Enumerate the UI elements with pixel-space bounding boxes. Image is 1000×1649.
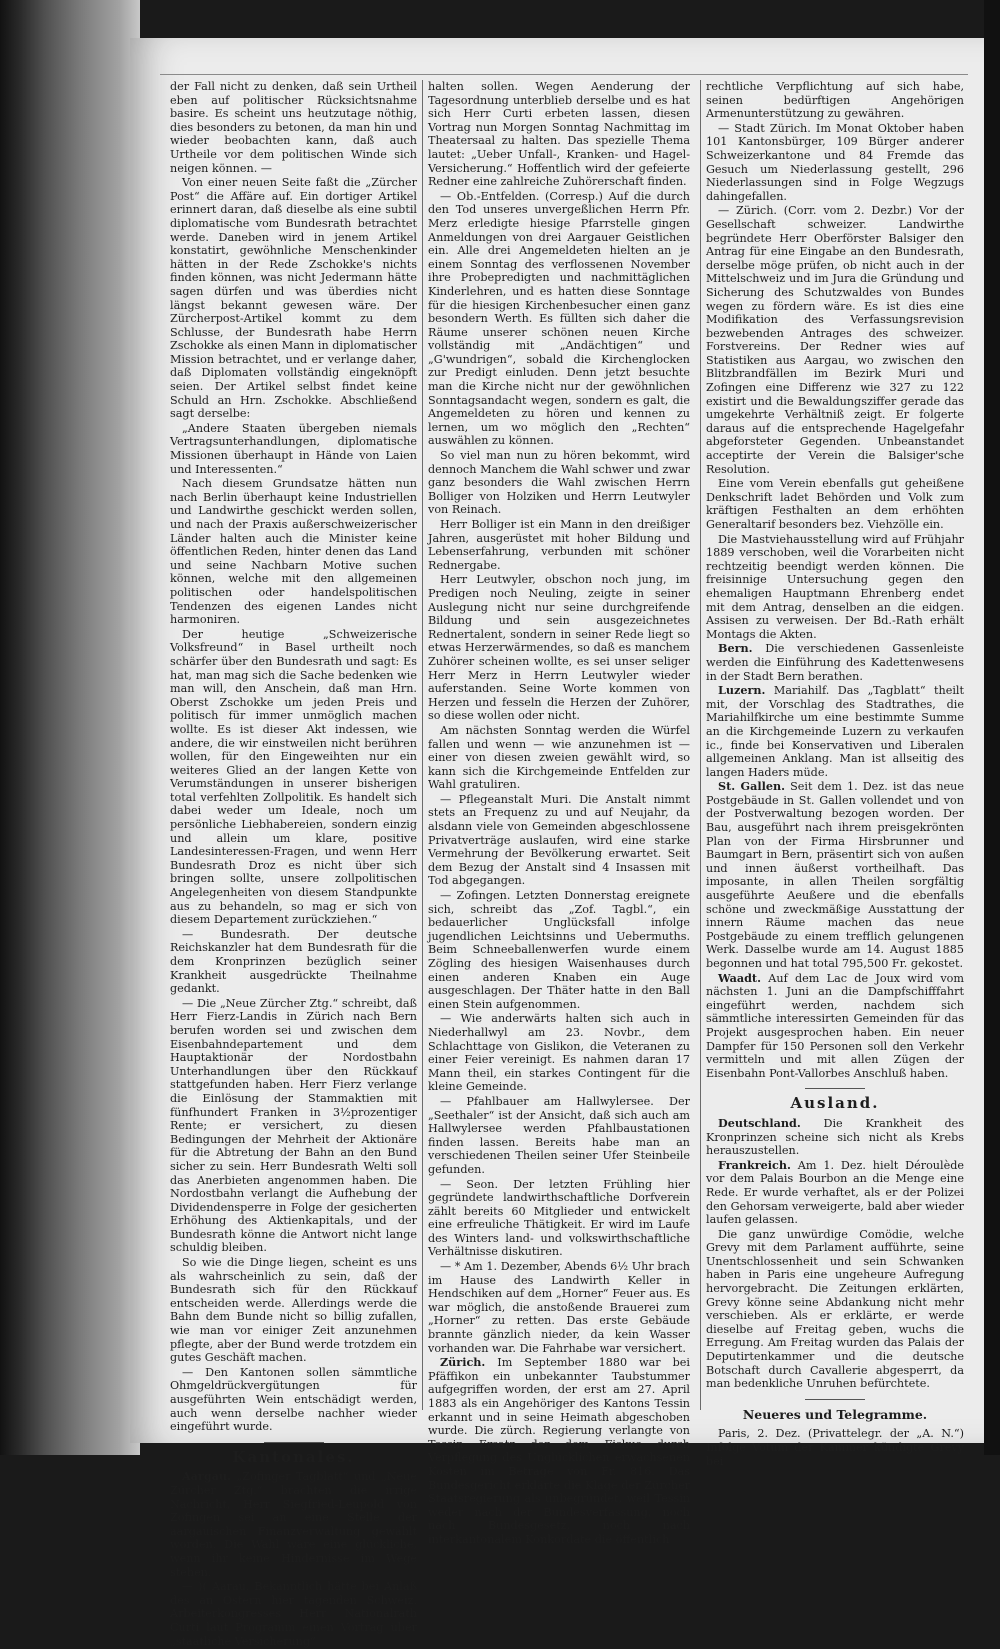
region-heading: Frankreich.	[718, 1157, 791, 1172]
section-heading-ausland: Ausland.	[790, 1094, 880, 1113]
paragraph: So viel man nun zu hören bekommt, wird dennoch Manchem die Wahl schwer und zwar ganz besonders die Wahl zwischen Herrn Bolliger von Holziken und Herrn Leutwyler von Reinach.	[428, 449, 690, 517]
paragraph: — * Am 1. Dezember, Abends 6½ Uhr brach im Hause des Landwirth Keller in Hendschiken auf dem „Horner“ Feuer aus. Es war möglich, die anstoßende Brauerei zum „Horner“ zu retten. Das erste Gebäude brannte gänzlich nieder, da kein Wasser vorhanden war. Die Fahrhabe war versichert.	[428, 1260, 690, 1355]
scan-border	[984, 0, 1000, 1455]
quote-paragraph: „Andere Staaten übergeben niemals Vertragsunterhandlungen, diplomatische Missionen überhaupt in Hände von Laien und Interessenten.“	[170, 421, 417, 476]
paragraph: — Pflegeanstalt Muri. Die Anstalt nimmt stets an Frequenz zu und auf Neujahr, da alsdann viele von Gemeinden abgeschlossene Privatverträge auslaufen, wird eine starke Vermehrung der Bevölkerung erwartet. Seit dem Bezug der Anstalt sind 4 Insassen mit Tod abgegangen.	[428, 792, 690, 888]
paragraph: — Seon. Der letzten Frühling hier gegründete landwirthschaftliche Dorfverein zählt bereits 60 Mitglieder und entwickelt eine erfreuliche Thätigkeit. Er wird im Laufe des Winters land- und volkswirthschaftliche Verhältnisse diskutiren.	[428, 1177, 690, 1259]
paragraph: halten sollen. Wegen Aenderung der Tagesordnung unterblieb derselbe und es hat sich Herr Curti erbeten lassen, diesen Vortrag nun Morgen Sonntag Nachmittag im Theatersaal zu halten. Das spezielle Thema lautet: „Ueber Unfall-, Kranken- und Hagel-Versicherung.“ Hoffentlich wird der gefeierte Redner eine zahlreiche Zuhörerschaft finden.	[428, 80, 690, 189]
paragraph: — Die „Neue Zürcher Ztg.“ schreibt, daß Herr Fierz-Landis in Zürich nach Bern berufen worden sei und zwischen dem Eisenbahndepartement und dem Hauptaktionär der Nordostbahn Unterhandlungen über den Rückkauf stattgefunden haben. Herr Fierz verlange die Einlösung der Stammaktien mit fünfhundert Franken in 3½prozentiger Rente; er versichert, zu diesen Bedingungen der Mehrheit der Aktionäre für die Abtretung der Bahn an den Bund sicher zu sein. Herr Bundesrath Welti soll das Anerbieten angenommen haben. Die Nordostbahn verlangt die Aufhebung der Dividendensperre in Folge der gesicherten Erhöhung des Aktienkapitals, und der Bundesrath könne die Antwort nicht lange schuldig bleiben.	[170, 996, 417, 1255]
paragraph: Am nächsten Sonntag werden die Würfel fallen und wenn — wie anzunehmen ist — einer von diesen zweien gewählt wird, so kann sich die Kirchgemeinde Entfelden zur Wahl gratuliren.	[428, 723, 690, 792]
paragraph: — Wie anderwärts halten sich auch in Niederhallwyl am 23. Novbr., dem Schlachttage von Gislikon, die Veteranen zu einer Feier vereinigt. Es nahmen daran 17 Mann theil, ein starkes Contingent für die kleine Gemeinde.	[428, 1012, 690, 1094]
paragraph: Auf dem Lac de Joux wird vom nächsten 1. Juni an die Dampfschifffahrt eingeführt werden, nachdem sich sämmtliche interessirten Gemeinden für das Projekt ausgesprochen haben. Ein neuer Dampfer für 150 Personen soll den Verkehr vermitteln und mit allen Zügen der Eisenbahn Pont-Vallorbes Anschluß haben.	[706, 971, 964, 1080]
region-heading: Luzern.	[718, 683, 766, 698]
paragraph: So wie die Dinge liegen, scheint es uns als wahrscheinlich zu sein, daß der Bundesrath sich für den Rückkauf entscheiden werde. Allerdings werde die Bahn dem Bunde nicht so billig zufallen, wie man vor einiger Zeit anzunehmen pflegte, aber der Bund werde trotzdem ein gutes Geschäft machen.	[170, 1256, 417, 1365]
region-heading: Aargau.	[182, 1469, 231, 1484]
column-divider-1	[422, 80, 423, 1410]
paragraph: Eine vom Verein ebenfalls gut geheißene Denkschrift ladet Behörden und Volk zum kräftigen Festhalten an dem erhöhten Generaltarif besonders bez. Viehzölle ein.	[706, 477, 964, 531]
paragraph: „Zofinger Tagblatt“ und „Neue Zürcher Ztg.“ brachten die irrige Nachricht, Herr Siegfried-Leupold von Zofingen sei an eine Stelle der aargauischen Finanzverwaltung gewählt worden. Die Wahl wäre eine glückliche, wenn ihr keine Hindernisse im Wege stehen.	[170, 1470, 417, 1579]
paragraph: Paris, 2. Dez. (Privattelegr. der „A. N.“) Infolge Votum der Kammer kündigte Grevy bei	[706, 1427, 964, 1468]
paragraph: Herr Leutwyler, obschon noch jung, im Predigen noch Neuling, zeigte in seiner Auslegung nicht nur seine durchgreifende Bildung und sein ausgezeichnetes Rednertalent, sondern in seiner Rede liegt so etwas Herzerwärmendes, so daß es manchem Zuhörer scheinen wollte, es sei unser seliger Herr Merz in Herrn Leutwyler wieder auferstanden. Seine Worte kommen von Herzen und fesseln die Herzen der Zuhörer, so diese wollen oder nicht.	[428, 573, 690, 723]
paragraph: Der heutige „Schweizerische Volksfreund“ in Basel urtheilt noch schärfer über den Bundesrath und sagt: Es hat, man mag sich die Sache bedenken wie man will, den Anschein, daß man Hrn. Oberst Zschokke um jeden Preis und politisch für immer unmöglich machen wollte. Es ist dieser Akt indessen, wie andere, die wir einstweilen nicht berühren wollen, für den Eingeweihten nur ein weiteres Glied an der langen Kette von Verumständungen in unserer bisherigen total verfehlten Zollpolitik. Es handelt sich dabei weder um Ideale, noch um persönliche Liebhabereien, sondern einzig und allein um klare, positive Landesinteressen-Fragen, und wenn Herr Bundesrath Droz es nicht über sich bringen sollte, unsere zollpolitischen Angelegenheiten von diesem Standpunkte aus zu behandeln, so mag er sich von diesem Departement zurückziehen.“	[170, 627, 417, 927]
paragraph: Mariahilf. Das „Tagblatt“ theilt mit, der Vorschlag des Stadtrathes, die Mariahilfkirche um eine bestimmte Summe an die Kirchgemeinde Luzern zu verkaufen ic., finde bei Konservativen und Liberalen allgemeinen Anklang. Man ist allseitig des langen Haders müde.	[706, 684, 964, 779]
paragraph: Die Krankheit des Kronprinzen scheine sich nicht als Krebs herauszustellen.	[706, 1116, 964, 1158]
paragraph: rechtliche Verpflichtung auf sich habe, seinen bedürftigen Angehörigen Armenunterstützung zu gewähren.	[706, 80, 964, 121]
column-3	[706, 80, 964, 1469]
paragraph: Nach diesem Grundsatze hätten nun nach Berlin überhaupt keine Industriellen und Landwirthe geschickt werden sollen, und nach der Praxis außerschweizerischer Länder halten auch die Minister keine öffentlichen Reden, hinter denen das Land und seine Nachbarn Motive suchen können, welche mit den allgemeinen politischen oder handelspolitischen Tendenzen des eigenen Landes nicht harmoniren.	[170, 477, 417, 627]
column-2	[428, 80, 690, 1548]
top-rule	[160, 74, 968, 75]
paragraph: der Fall nicht zu denken, daß sein Urtheil eben auf politischer Rücksichtsnahme basire. Es scheint uns heutzutage nöthig, dies besonders zu betonen, da man hin und wieder beobachten kann, daß auch Urtheile vor dem politischen Winde sich neigen können. —	[170, 80, 417, 175]
region-heading: Waadt.	[718, 970, 761, 985]
book-page-stack	[0, 0, 140, 1455]
column-1	[170, 80, 417, 1649]
paragraph: — Den Kantonen sollen sämmtliche Ohmgeldrückvergütungen für ausgeführten Wein entschädigt werden, auch wenn derselbe nachher wieder eingeführt wurde.	[170, 1365, 417, 1434]
paragraph: — Zofingen. Letzten Donnerstag ereignete sich, schreibt das „Zof. Tagbl.“, ein bedauerlicher Unglücksfall infolge jugendlichen Leichtsinns und Uebermuths. Beim Schneeballenwerfen wurde einem Zögling des hiesigen Waisenhauses durch einen anderen Knaben ein Auge ausgeschlagen. Der Thäter hatte in den Ball einen Stein aufgenommen.	[428, 889, 690, 1011]
region-heading: St. Gallen.	[718, 779, 785, 794]
paragraph: Die verschiedenen Gassenleiste werden die Einführung des Kadettenwesens in der Stadt Bern berathen.	[706, 642, 964, 683]
paragraph: Herr Bolliger ist ein Mann in den dreißiger Jahren, ausgerüstet mit hoher Bildung und Lebenserfahrung, verbunden mit schöner Rednergabe.	[428, 518, 690, 572]
paragraph: — Bundesrath. Der deutsche Reichskanzler hat dem Bundesrath für die dem Kronprinzen bezüglich seiner Krankheit ausgedrückte Theilnahme gedankt.	[170, 927, 417, 996]
paragraph: Im September 1880 war bei Pfäffikon ein unbekannter Taubstummer aufgegriffen worden, der erst am 27. April 1883 als ein Angehöriger des Kantons Tessin erkannt und in seine Heimath abgeschoben wurde. Die zürch. Regierung verlangte von Tessin Ersatz der dem Fiskus durch Verpflegung des Unglücklichen erwachsenen Kosten im Betrage von Fr. 816. Das Bundesgericht erklärte die Klage der Zürcher Staatsregierung als unbegründet, weil Tessin weder nach der Bundesverfassung, noch nach Bundesgesetz, noch nach interkantonalem Konkordate die öffentlich	[428, 1356, 691, 1546]
section-rule	[264, 1442, 324, 1443]
paragraph: — Stadt Zürich. Im Monat Oktober haben 101 Kantonsbürger, 109 Bürger anderer Schweizerkantone und 84 Fremde das Gesuch um Niederlassung gestellt, 296 Niederlassungen sind in Folge Wegzugs dahingefallen.	[706, 121, 964, 203]
paragraph: Am 1. Dez. hielt Déroulède vor dem Palais Bourbon an die Menge eine Rede. Er wurde verhaftet, als er der Polizei den Gehorsam verweigerte, bald aber wieder laufen gelassen.	[706, 1158, 964, 1227]
paragraph: — Zürich. (Corr. vom 2. Dezbr.) Vor der Gesellschaft schweizer. Landwirthe begründete Herr Oberförster Balsiger den Antrag für eine Eingabe an den Bundesrath, derselbe möge prüfen, ob nicht auch in der Mittelschweiz und im Jura die Gründung und Sicherung des Schutzwaldes von Bundes wegen zu fördern wäre. Es ist dies eine Modifikation des Verfassungsrevision bezwebenden Antrages des schweizer. Forstvereins. Der Redner wies auf Statistiken aus Aargau, wo zwischen den Blitzbrandfällen im Bezirk Muri und Zofingen eine Differenz wie 327 zu 122 existirt und die Bewaldungsziffer gerade das umgekehrte Verhältniß zeigt. Er folgerte daraus auf die entsprechende Hagelgefahr abgeforsteter Gegenden. Unbeanstandet acceptirte der Verein die Balsiger'sche Resolution.	[706, 204, 964, 476]
region-heading: Bern.	[718, 641, 753, 656]
region-heading: Zürich.	[440, 1355, 486, 1370]
section-heading-kantonales: Kantonales.	[232, 1447, 355, 1466]
section-rule	[805, 1088, 865, 1089]
paragraph: Seit dem 1. Dez. ist das neue Postgebäude in St. Gallen vollendet und von der Postverwaltung bezogen worden. Der Bau, ausgeführt nach ihrem preisgekrönten Plan von der Firma Hirsbrunner und Baumgart in Bern, präsentirt sich von außen und innen äußerst vortheilhaft. Das imposante, in allen Theilen sorgfältig ausgeführte Aeußere und die ebenfalls schöne und zweckmäßige Ausstattung der innern Räume machen das neue Postgebäude zu einem trefflich gelungenen Werk. Dasselbe wurde am 14. August 1885 begonnen und hat total 795,500 Fr. gekostet.	[706, 780, 964, 970]
section-heading-telegramme: Neueres und Telegramme.	[742, 1406, 928, 1422]
paragraph: — Ob.-Entfelden. (Corresp.) Auf die durch den Tod unseres unvergeßlichen Herrn Pfr. Merz erledigte hiesige Pfarrstelle gingen Anmeldungen von drei Aargauer Geistlichen ein. Alle drei Angemeldeten hielten an je einem Sonntag des verflossenen November ihre Probepredigten und nachmittäglichen Kinderlehren, und es hatten diese Sonntage für die hiesigen Kirchenbesucher einen ganz besondern Werth. Es füllten sich daher die Räume unserer schönen neuen Kirche vollständig mit „Andächtigen“ und „G'wundrigen“, sobald die Kirchenglocken zur Predigt einluden. Denn jetzt besuchte man die Kirche nicht nur der gewöhnlichen Sonntagsandacht wegen, sondern es galt, die Angemeldeten zu hören und kennen zu lernen, um wo möglich den „Rechten“ auswählen zu können.	[428, 189, 690, 448]
paragraph: — )( Aarau. Bekanntlich hätte bei Anlaß des an Ostern hier tagenden Schweiz. Arbeiterkongresses Herr Nationalrath Curti laut Programm einen Vortrag über „staatliche Versicherung“	[170, 1580, 417, 1648]
section-rule	[805, 1399, 865, 1400]
paragraph: Die Mastviehausstellung wird auf Frühjahr 1889 verschoben, weil die Vorarbeiten nicht rechtzeitig beendigt werden können. Die freisinnige Untersuchung gegen den ehemaligen Hauptmann Ehrenberg endet mit dem Antrag, denselben an die eidgen. Assisen zu verweisen. Der Bd.-Rath erhält Montags die Akten.	[706, 532, 964, 641]
paragraph: Die ganz unwürdige Comödie, welche Grevy mit dem Parlament aufführte, seine Unentschlossenheit und sein Schwanken haben in Paris eine ungeheure Aufregung hervorgebracht. Die Zeitungen erklärten, Grevy könne seine Abdankung nicht mehr verschieben. Als er erklärte, er werde dieselbe auf Freitag geben, wuchs die Erregung. Am Freitag wurden das Palais der Deputirtenkammer und die deutsche Botschaft durch Cavallerie abgesperrt, da man bedenkliche Unruhen befürchtete.	[706, 1227, 964, 1391]
region-heading: Deutschland.	[718, 1115, 801, 1130]
column-divider-2	[700, 80, 701, 1410]
paragraph: Von einer neuen Seite faßt die „Zürcher Post“ die Affäre auf. Ein dortiger Artikel erinnert daran, daß dieselbe als eine subtil diplomatische vom Bundesrath betrachtet werde. Daneben wird in jenem Artikel konstatirt, gewöhnliche Menschenkinder hätten in der Rede Zschokke's nichts finden können, was nicht Jedermann hätte sagen dürfen und was überdies nicht längst bekannt gewesen wäre. Der Zürcherpost-Artikel kommt zu dem Schlusse, der Bundesrath habe Herrn Zschokke als einen Mann in diplomatischer Mission betrachtet, und er verlange daher, daß Diplomaten vollständig eingeknöpft seien. Der Artikel selbst findet keine Schuld an Hrn. Zschokke. Abschließend sagt derselbe:	[170, 176, 417, 421]
paragraph: — Pfahlbauer am Hallwylersee. Der „Seethaler“ ist der Ansicht, daß sich auch am Hallwylersee werden Pfahlbaustationen finden lassen. Bereits habe man an verschiedenen Theilen seiner Ufer Steinbeile gefunden.	[428, 1094, 690, 1176]
